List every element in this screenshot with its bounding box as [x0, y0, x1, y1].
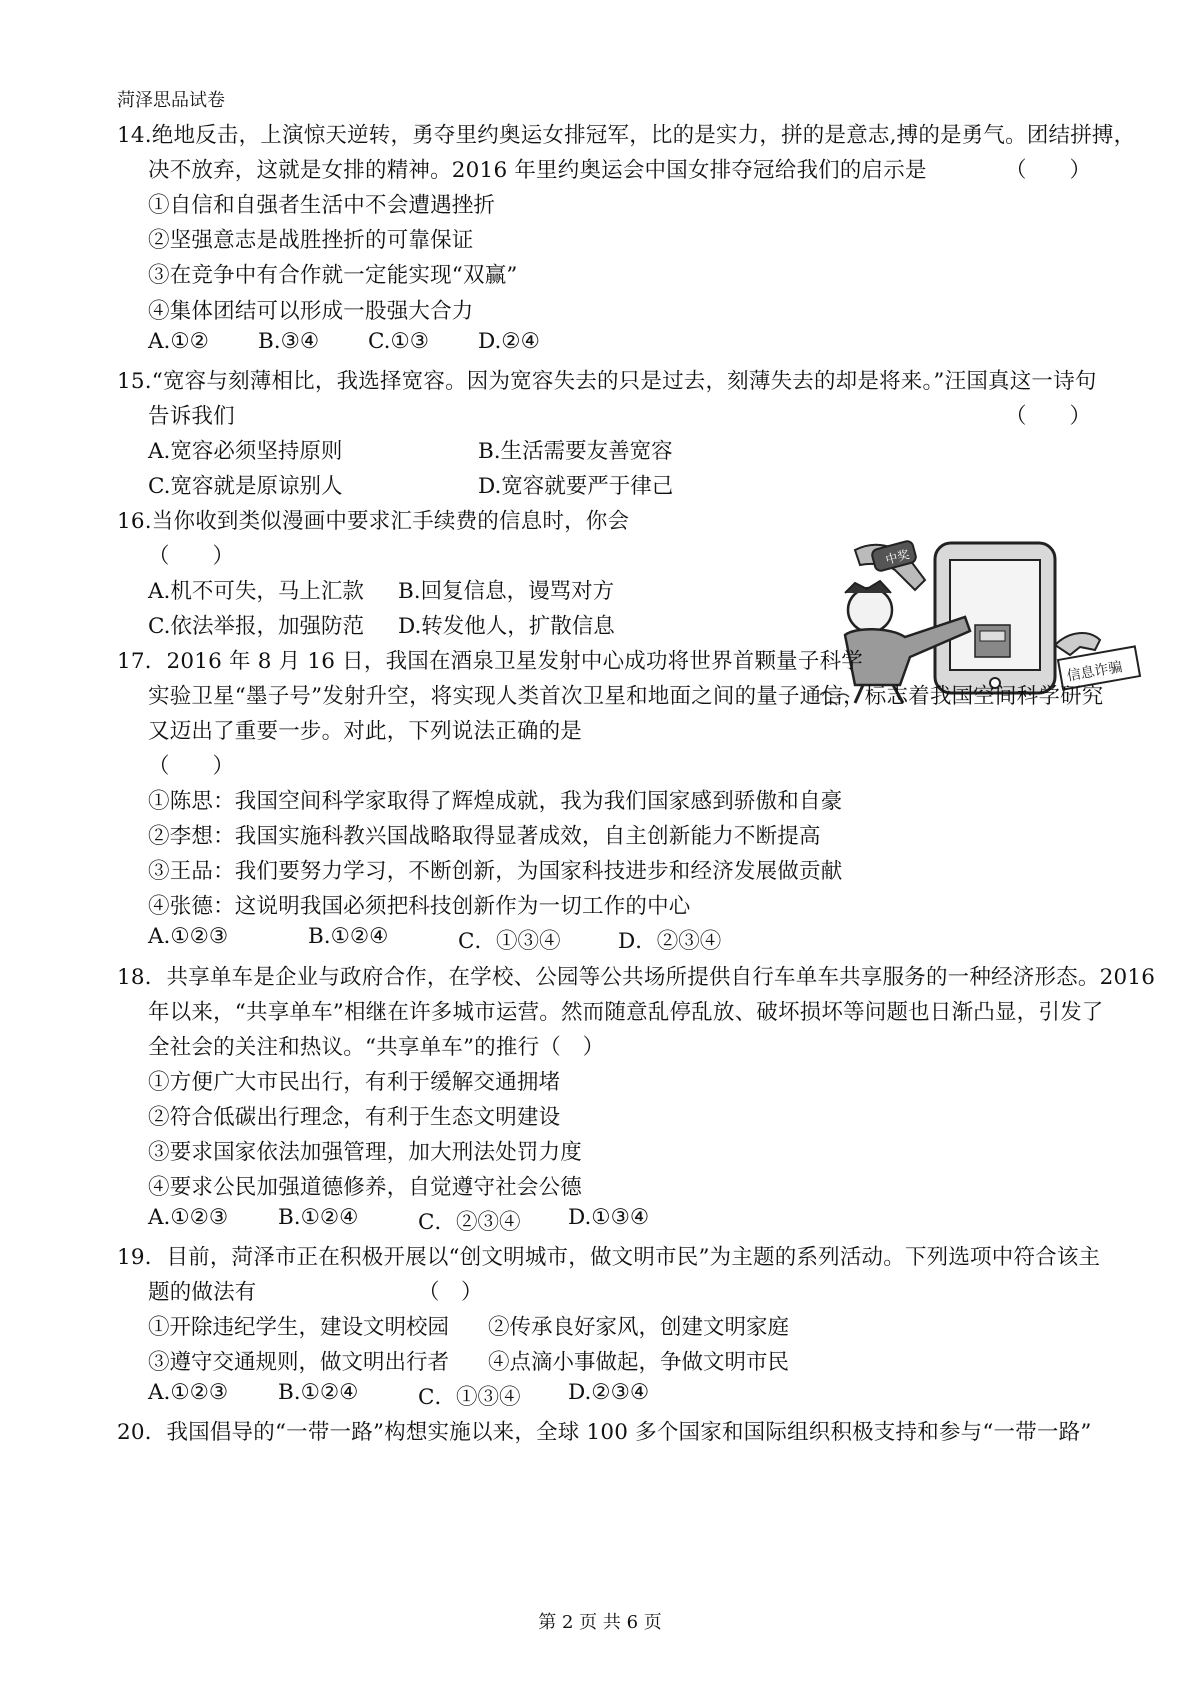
page-header: 菏泽思品试卷	[117, 90, 225, 111]
q15-line1: 15.“宽容与刻薄相比，我选择宽容。因为宽容失去的只是过去，刻薄失去的却是将来。”汪国真这一诗句	[117, 369, 1097, 394]
q18-line1: 18．共享单车是企业与政府合作，在学校、公园等公共场所提供自行车单车共享服务的一种经济形态。2016	[117, 965, 1156, 990]
q19-answer-blank: （ ）	[418, 1280, 483, 1305]
q18-option-d: D.①③④	[568, 1205, 650, 1230]
q17-item-3: ③王品：我们要努力学习，不断创新，为国家科技进步和经济发展做贡献	[148, 859, 843, 884]
q15-option-a: A.宽容必须坚持原则	[148, 439, 343, 464]
q18-item-3: ③要求国家依法加强管理，加大刑法处罚力度	[148, 1140, 583, 1165]
q17-line3: 又迈出了重要一步。对此，下列说法正确的是	[148, 719, 583, 744]
q15-option-c: C.宽容就是原谅别人	[148, 474, 343, 499]
q14-option-a: A.①②	[148, 329, 209, 354]
q17-item-4: ④张德：这说明我国必须把科技创新作为一切工作的中心	[148, 894, 691, 919]
man-head	[848, 588, 892, 632]
q14-option-b: B.③④	[258, 329, 320, 354]
page-footer: 第 2 页 共 6 页	[538, 1612, 662, 1633]
q18-line3: 全社会的关注和热议。“共享单车”的推行（ ）	[148, 1035, 605, 1060]
q19-item-4: ④点滴小事做起，争做文明市民	[488, 1350, 790, 1375]
q14-option-c: C.①③	[368, 329, 430, 354]
q17-answer-blank: （ ）	[148, 754, 235, 779]
q16-answer-blank: （ ）	[148, 544, 235, 569]
q17-item-1: ①陈思：我国空间科学家取得了辉煌成就，我为我们国家感到骄傲和自豪	[148, 789, 843, 814]
q19-option-a: A.①②③	[148, 1380, 229, 1405]
q17-option-b: B.①②④	[308, 924, 389, 949]
q16-line1: 16.当你收到类似漫画中要求汇手续费的信息时，你会	[117, 509, 630, 534]
register-display	[980, 631, 1005, 641]
q18-option-a: A.①②③	[148, 1205, 229, 1230]
q15-option-d: D.宽容就要严于律己	[478, 474, 674, 499]
q14-option-d: D.②④	[478, 329, 540, 354]
q19-item-2: ②传承良好家风，创建文明家庭	[488, 1315, 790, 1340]
q15-option-b: B.生活需要友善宽容	[478, 439, 673, 464]
q18-item-1: ①方便广大市民出行，有利于缓解交通拥堵	[148, 1070, 561, 1095]
q18-line2: 年以来，“共享单车”相继在许多城市运营。然而随意乱停乱放、破坏损坏等问题也日渐凸显，引发了	[148, 1000, 1104, 1025]
q18-option-c: C．②③④	[418, 1210, 521, 1235]
q18-item-4: ④要求公民加强道德修养，自觉遵守社会公德	[148, 1175, 583, 1200]
prize-label: 中奖	[884, 547, 911, 568]
q19-item-3: ③遵守交通规则，做文明出行者	[148, 1350, 450, 1375]
q14-item-4: ④集体团结可以形成一股强大合力	[148, 299, 474, 324]
q19-option-c: C．①③④	[418, 1385, 521, 1410]
q16-option-d: D.转发他人，扩散信息	[398, 614, 615, 639]
q17-option-d: D．②③④	[618, 929, 722, 954]
q16-option-a: A.机不可失，马上汇款	[148, 579, 364, 604]
q19-option-b: B.①②④	[278, 1380, 359, 1405]
q14-item-3: ③在竞争中有合作就一定能实现“双赢”	[148, 263, 518, 288]
q15-line2: 告诉我们	[148, 404, 235, 429]
q17-option-c: C．①③④	[458, 929, 561, 954]
q17-line1: 17．2016 年 8 月 16 日，我国在酒泉卫星发射中心成功将世界首颗量子科学	[117, 649, 863, 674]
q16-option-b: B.回复信息，谩骂对方	[398, 579, 615, 604]
q17-item-2: ②李想：我国实施科教兴国战略取得显著成效，自主创新能力不断提高	[148, 824, 821, 849]
q20-line1: 20．我国倡导的“一带一路”构想实施以来，全球 100 多个国家和国际组织积极支持和参与“一带一路”	[117, 1420, 1092, 1445]
hand-shape	[1055, 633, 1100, 655]
fraud-sign-label: 信息诈骗	[1065, 659, 1124, 685]
q14-line1: 14.绝地反击，上演惊天逆转，勇夺里约奥运女排冠军，比的是实力，拼的是意志,搏的是勇气。团结拼搏，	[117, 123, 1136, 148]
q14-answer-blank: （ ）	[1005, 158, 1092, 183]
q14-item-2: ②坚强意志是战胜挫折的可靠保证	[148, 228, 474, 253]
q16-option-c: C.依法举报，加强防范	[148, 614, 365, 639]
q19-option-d: D.②③④	[568, 1380, 650, 1405]
q14-line2: 决不放弃，这就是女排的精神。2016 年里约奥运会中国女排夺冠给我们的启示是	[148, 158, 927, 183]
q19-line2: 题的做法有	[148, 1280, 257, 1305]
q18-item-2: ②符合低碳出行理念，有利于生态文明建设	[148, 1105, 561, 1130]
q18-option-b: B.①②④	[278, 1205, 359, 1230]
q15-answer-blank: （ ）	[1005, 404, 1092, 429]
q19-item-1: ①开除违纪学生，建设文明校园	[148, 1315, 450, 1340]
q19-line1: 19．目前，菏泽市正在积极开展以“创文明城市，做文明市民”为主题的系列活动。下列选项中符合该主	[117, 1245, 1101, 1270]
q17-line2: 实验卫星“墨子号”发射升空，将实现人类首次卫星和地面之间的量子通信，标志着我国空间科学研究	[148, 684, 1104, 709]
q17-option-a: A.①②③	[148, 924, 229, 949]
q14-item-1: ①自信和自强者生活中不会遭遇挫折	[148, 193, 496, 218]
